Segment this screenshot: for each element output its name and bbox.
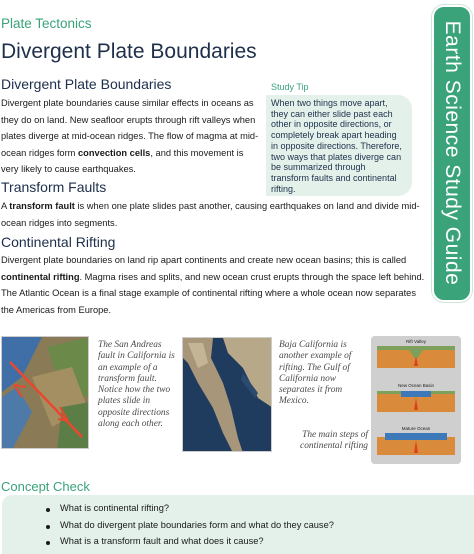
rifting-steps-diagram — [371, 336, 461, 464]
label-rift-valley: Rift Valley — [406, 339, 426, 344]
concept-check-item: What is a transform fault and what does it cause? — [60, 536, 264, 546]
bullet-icon — [46, 508, 50, 512]
concept-check-title: Concept Check — [1, 479, 90, 494]
san-andreas-illustration — [2, 337, 89, 449]
page-title: Divergent Plate Boundaries — [1, 40, 257, 63]
term-continental-rifting: continental rifting — [1, 271, 80, 282]
paragraph-divergent: Divergent plate boundaries cause similar effects in oceans as they do on land. New seafloor erupts through rift valleys when plates diverge at mid-ocean ridges. The flow of magma at mid-ocean ridges form convection cells, and this movement is very likely to cause earthquakes. — [1, 98, 259, 175]
caption-san-andreas: The San Andreas fault in California is an example of a transform fault. Notice how the two plates slide in opposite directions along each other. — [98, 340, 175, 430]
baja-california-illustration — [183, 338, 272, 452]
heading-transform-faults: Transform Faults — [1, 179, 107, 195]
rifting-steps-illustration — [371, 336, 461, 464]
heading-divergent: Divergent Plate Boundaries — [1, 76, 172, 92]
bullet-icon — [46, 525, 50, 529]
term-convection-cells: convection cells — [78, 147, 151, 158]
san-andreas-image — [1, 336, 89, 449]
baja-california-image — [182, 337, 272, 452]
term-transform-fault: transform fault — [9, 201, 75, 211]
heading-continental-rifting: Continental Rifting — [1, 234, 116, 250]
section-kicker: Plate Tectonics — [1, 16, 92, 31]
caption-baja-california: Baja California is another example of rifting. The Gulf of California now separates it from Mexico. — [279, 340, 352, 407]
study-tip-label: Study Tip — [271, 82, 309, 92]
label-mature-ocean: Mature Ocean — [401, 426, 431, 431]
caption-rifting-steps: The main steps of continental rifting — [300, 430, 368, 452]
side-tab-title: Earth Science Study Guide — [441, 20, 464, 286]
bullet-icon — [46, 541, 50, 545]
concept-check-item: What do divergent plate boundaries form and what do they cause? — [60, 520, 334, 530]
study-tip-box — [266, 95, 412, 196]
label-new-ocean-basin: New Ocean Basin — [397, 383, 435, 388]
paragraph-transform-faults: A transform fault is when one plate slides past another, causing earthquakes on land and divide mid-ocean ridges into segments. — [1, 201, 420, 228]
paragraph-continental-rifting: Divergent plate boundaries on land rip apart continents and create new ocean basins; this is called continental rifting. Magma rises and splits, and new ocean crust erupts through the space left behind. The Atlantic Ocean is a final stage example of continental rifting where a whole ocean now separates the Americas from Europe. — [1, 255, 425, 315]
concept-check-item: What is continental rifting? — [60, 503, 170, 513]
study-tip-text: When two things move apart, they can either slide past each other in opposite directions, or completely break apart heading in opposite directions. Therefore, two ways that plates diverge can be summarized through transform faults and continental rifting. — [271, 98, 402, 194]
